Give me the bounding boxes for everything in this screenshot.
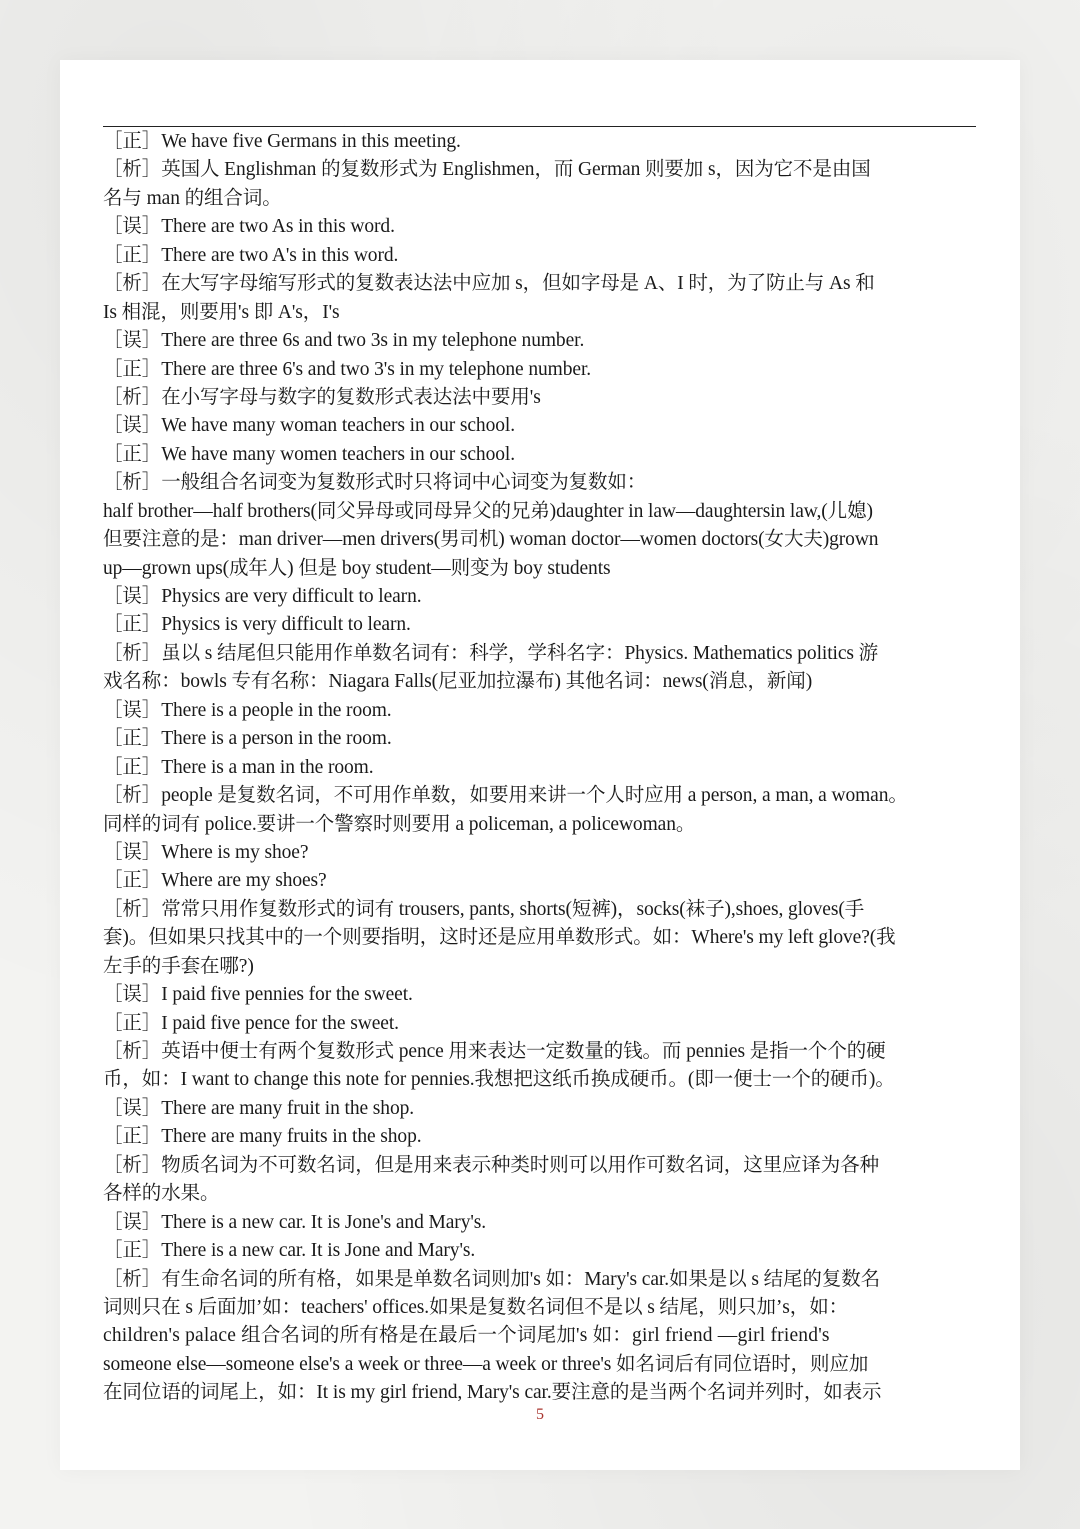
text-line: up—grown ups(成年人) 但是 boy student—则变为 boy students	[103, 557, 611, 579]
text-line: ［析］一般组合名词变为复数形式时只将词中心词变为复数如：	[103, 472, 647, 494]
document-body	[103, 128, 979, 1408]
text-line: ［误］There is a people in the room.	[103, 699, 392, 721]
text-line: ［析］物质名词为不可数名词，但是用来表示种类时则可以用作可数名词，这里应译为各种	[103, 1154, 880, 1176]
text-line: 套)。但如果只找其中的一个则要指明，这时还是应用单数形式。如：Where's my left glove?(我	[103, 927, 896, 949]
text-line: ［析］虽以 s 结尾但只能用作单数名词有：科学，学科名字：Physics. Mathematics politics 游	[103, 642, 879, 664]
text-line: ［误］Where is my shoe?	[103, 841, 309, 863]
text-line: 但要注意的是：man driver—men drivers(男司机) woman doctor—women doctors(女大夫)grown	[103, 529, 879, 551]
text-line: Is 相混，则要用's 即 A's，I's	[103, 301, 340, 323]
text-line: 名与 man 的组合词。	[103, 187, 282, 209]
text-line: ［误］Physics are very difficult to learn.	[103, 586, 422, 607]
text-line: ［析］常常只用作复数形式的词有 trousers, pants, shorts(短裤)，socks(袜子),shoes, gloves(手	[103, 898, 865, 920]
text-line: ［析］英国人 Englishman 的复数形式为 Englishmen，而 German 则要加 s，因为它不是由国	[103, 159, 871, 181]
text-line: ［误］There are many fruit in the shop.	[103, 1097, 415, 1119]
text-line: ［正］There are two A's in this word.	[103, 244, 399, 266]
text-line: 词则只在 s 后面加’如：teachers' offices.如果是复数名词但不是以 s 结尾，则只加’s，如：	[103, 1296, 848, 1318]
text-line: 各样的水果。	[103, 1183, 220, 1205]
text-line: ［析］people 是复数名词，不可用作单数，如要用来讲一个人时应用 a person, a man, a woman。	[103, 785, 908, 807]
text-line: ［正］Where are my shoes?	[103, 870, 327, 892]
text-line: ［正］We have five Germans in this meeting.	[103, 131, 461, 152]
text-line: ［析］英语中便士有两个复数形式 pence 用来表达一定数量的钱。而 pennies 是指一个个的硬	[103, 1041, 886, 1062]
text-line: ［误］We have many woman teachers in our school.	[103, 415, 515, 437]
text-line: 戏名称：bowls 专有名称：Niagara Falls(尼亚加拉瀑布) 其他名词：news(消息，新闻)	[103, 671, 813, 693]
page-number: 5	[536, 1406, 544, 1423]
text-line: ［正］There is a person in the room.	[103, 728, 392, 750]
header-rule	[103, 126, 976, 127]
text-line: ［误］There is a new car. It is Jone's and Mary's.	[103, 1211, 487, 1233]
text-line: ［误］There are three 6s and two 3s in my telephone number.	[103, 330, 585, 352]
text-line: 同样的词有 police.要讲一个警察时则要用 a policeman, a policewoman。	[103, 813, 696, 835]
text-line: 在同位语的词尾上，如：It is my girl friend, Mary's car.要注意的是当两个名词并列时，如表示	[103, 1382, 882, 1404]
text-line: ［正］We have many women teachers in our school.	[103, 443, 515, 465]
text-line: ［析］在小写字母与数字的复数形式表达法中要用's	[103, 386, 541, 408]
text-line: ［误］There are two As in this word.	[103, 216, 395, 238]
text-line: ［正］There is a man in the room.	[103, 756, 374, 778]
text-line: ［析］在大写字母缩写形式的复数表达法中应加 s，但如字母是 A、I 时，为了防止与 As 和	[103, 273, 875, 295]
text-line: 左手的手套在哪?)	[103, 955, 254, 977]
text-line: 币，如：I want to change this note for pennies.我想把这纸币换成硬币。(即一便士一个的硬币)。	[103, 1069, 895, 1091]
text-line: ［正］I paid five pence for the sweet.	[103, 1012, 399, 1034]
text-line: ［正］There are three 6's and two 3's in my telephone number.	[103, 358, 592, 380]
text-line: ［误］I paid five pennies for the sweet.	[103, 984, 413, 1006]
text-line: ［正］Physics is very difficult to learn.	[103, 614, 411, 636]
text-line: ［正］There are many fruits in the shop.	[103, 1126, 422, 1148]
text-line: half brother—half brothers(同父异母或同母异父的兄弟)daughter in law—daughtersin law,(儿媳)	[103, 500, 873, 522]
text-line: someone else—someone else's a week or three—a week or three's 如名词后有同位语时，则应加	[103, 1353, 869, 1375]
text-line: children's palace 组合名词的所有格是在最后一个词尾加's 如：girl friend —girl friend's	[103, 1325, 830, 1347]
text-line: ［析］有生命名词的所有格，如果是单数名词则加's 如：Mary's car.如果是以 s 结尾的复数名	[103, 1268, 881, 1290]
text-line: ［正］There is a new car. It is Jone and Mary's.	[103, 1240, 476, 1262]
